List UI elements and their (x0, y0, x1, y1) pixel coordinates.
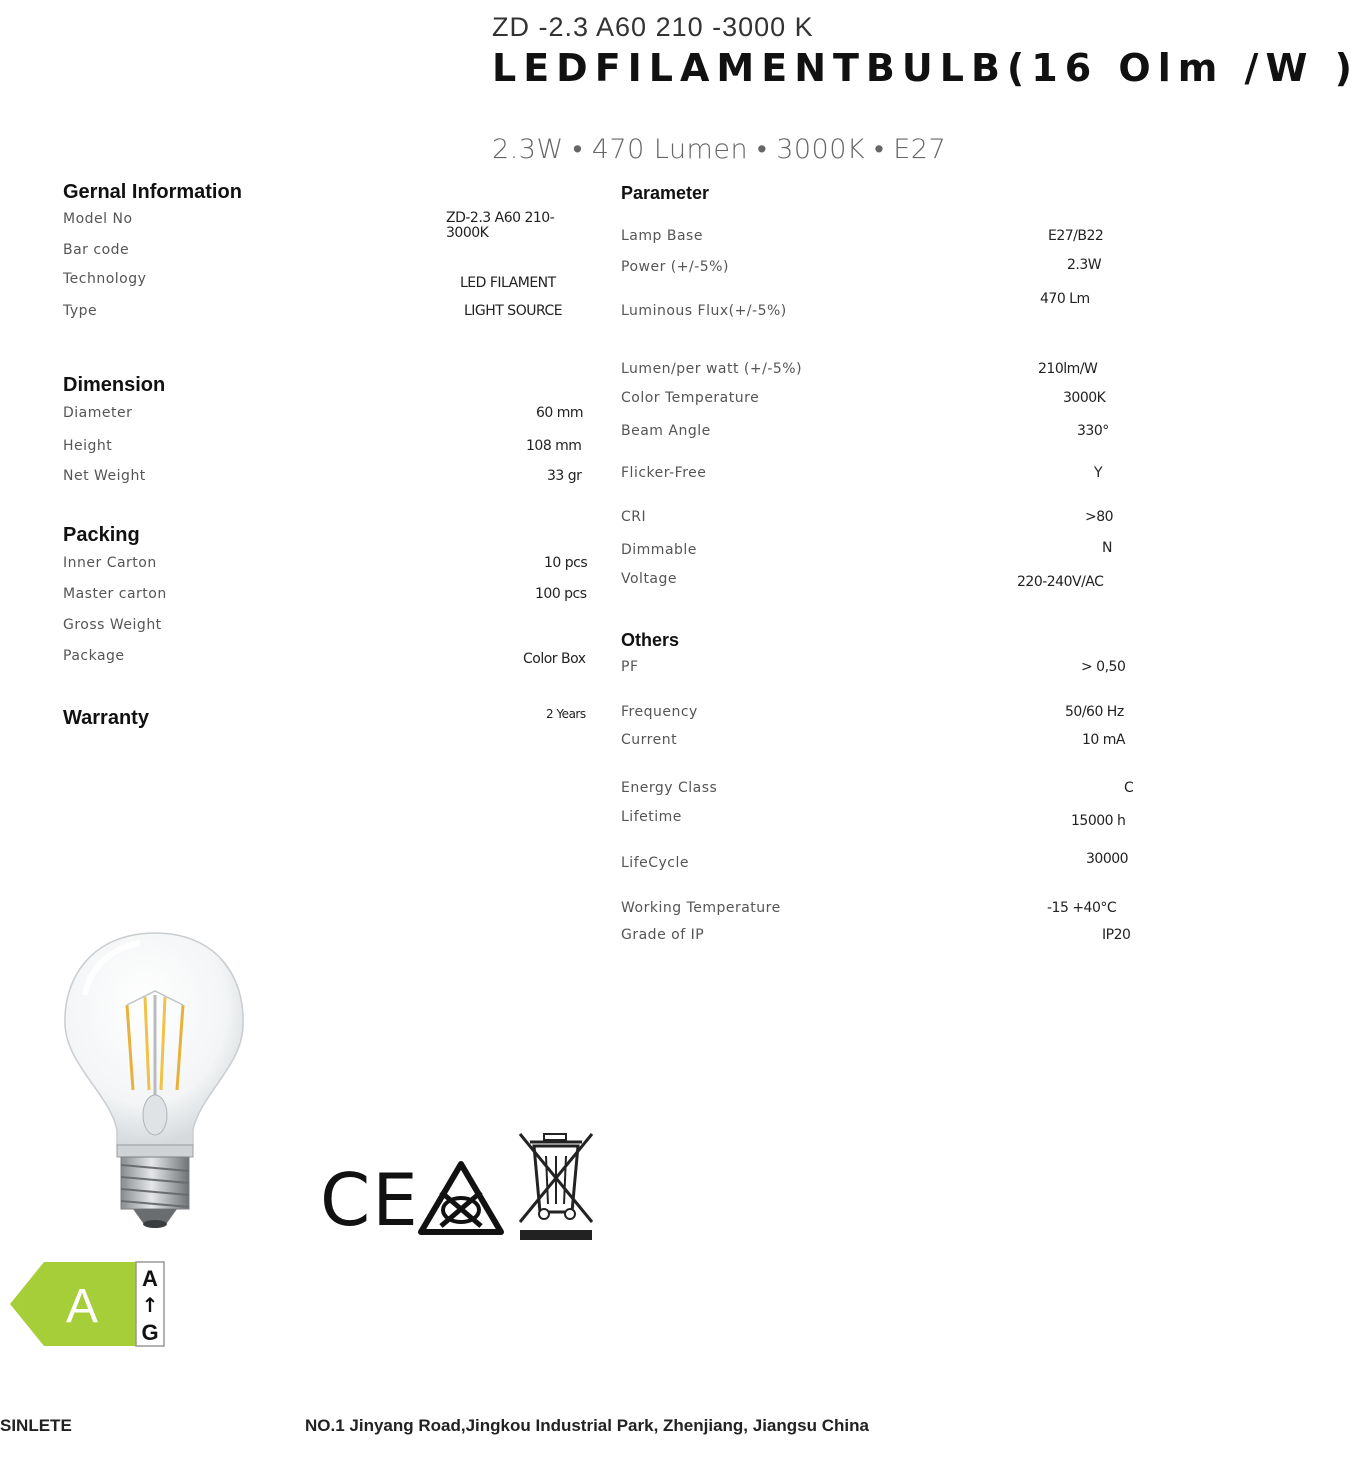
beam-angle-label: Beam Angle (621, 423, 711, 439)
master-carton-value: 100 pcs (535, 586, 587, 602)
spec-summary: 2.3W • 470 Lumen • 3000K • E27 (492, 134, 947, 165)
color-temperature-label: Color Temperature (621, 390, 760, 406)
energy-class-label: Energy Class (621, 780, 718, 796)
scale-arrow: ↑ (141, 1293, 159, 1317)
weee-bin-icon (516, 1130, 596, 1245)
ip-grade-value: IP20 (1102, 927, 1131, 943)
parameter-title: Parameter (621, 183, 710, 203)
dimension-title: Dimension (63, 374, 166, 396)
packing-title: Packing (63, 524, 140, 546)
current-label: Current (621, 732, 678, 748)
pf-value: > 0,50 (1081, 659, 1126, 675)
inner-carton-value: 10 pcs (544, 555, 588, 571)
lamp-base-value: E27/B22 (1048, 228, 1104, 244)
working-temperature-value: -15 +40°C (1047, 900, 1117, 916)
frequency-value: 50/60 Hz (1065, 704, 1124, 720)
cri-label: CRI (621, 509, 647, 525)
luminous-flux-value: 470 Lm (1040, 291, 1090, 307)
pf-label: PF (621, 659, 639, 675)
net-weight-label: Net Weight (63, 468, 146, 484)
energy-label-icon (8, 1260, 168, 1348)
current-value: 10 mA (1082, 732, 1125, 748)
general-info-title: Gernal Information (63, 181, 242, 203)
lifecycle-value: 30000 (1086, 851, 1129, 867)
cri-value: >80 (1085, 509, 1114, 525)
height-label: Height (63, 438, 113, 454)
power-value: 2.3W (1067, 257, 1102, 273)
working-temperature-label: Working Temperature (621, 900, 781, 916)
package-label: Package (63, 648, 125, 664)
beam-angle-value: 330° (1077, 423, 1109, 439)
bar-code-label: Bar code (63, 242, 130, 258)
model-no-label: Model No (63, 211, 133, 227)
lumen-per-watt-label: Lumen/per watt (+/-5%) (621, 361, 803, 377)
package-value: Color Box (523, 651, 586, 667)
product-headline: LEDFILAMENTBULB(16 Olm /W ) (492, 46, 1359, 90)
color-temperature-value: 3000K (1063, 390, 1106, 406)
technology-value: LED FILAMENT (460, 275, 556, 291)
warranty-title: Warranty (63, 707, 149, 729)
others-title: Others (621, 630, 680, 650)
lifecycle-label: LifeCycle (621, 855, 689, 871)
flicker-free-value: Y (1094, 465, 1103, 481)
voltage-value: 220-240V/AC (1017, 574, 1104, 590)
luminous-flux-label: Luminous Flux(+/-5%) (621, 303, 787, 319)
type-value: LIGHT SOURCE (464, 303, 563, 319)
ce-mark-icon: CE (320, 1158, 420, 1242)
diameter-label: Diameter (63, 405, 133, 421)
type-label: Type (63, 303, 98, 319)
model-no-value: ZD-2.3 A60 210-3000K (446, 210, 555, 241)
lamp-base-label: Lamp Base (621, 228, 703, 244)
height-value: 108 mm (526, 438, 582, 454)
frequency-label: Frequency (621, 704, 698, 720)
company-name: SINLETE (0, 1416, 72, 1435)
warranty-value: 2 Years (546, 707, 586, 721)
gross-weight-label: Gross Weight (63, 617, 162, 633)
lifetime-value: 15000 h (1071, 813, 1126, 829)
inner-carton-label: Inner Carton (63, 555, 157, 571)
net-weight-value: 33 gr (547, 468, 582, 484)
no-cover-triangle-icon (415, 1158, 507, 1240)
company-address: NO.1 Jinyang Road,Jingkou Industrial Park, Zhenjiang, Jiangsu China (305, 1416, 869, 1435)
dimmable-value: N (1102, 540, 1112, 556)
bulb-image (55, 925, 255, 1235)
lifetime-label: Lifetime (621, 809, 682, 825)
voltage-label: Voltage (621, 571, 678, 587)
scale-top-letter: A (142, 1266, 158, 1291)
power-label: Power (+/-5%) (621, 259, 729, 275)
dimmable-label: Dimmable (621, 542, 697, 558)
scale-bottom-letter: G (141, 1320, 159, 1345)
energy-class-letter: A (65, 1280, 99, 1333)
technology-label: Technology (63, 271, 147, 287)
energy-class-value: C (1124, 780, 1134, 796)
lumen-per-watt-value: 210lm/W (1038, 361, 1098, 377)
master-carton-label: Master carton (63, 586, 167, 602)
flicker-free-label: Flicker-Free (621, 465, 707, 481)
diameter-value: 60 mm (536, 405, 584, 421)
model-code: ZD -2.3 A60 210 -3000 K (492, 12, 814, 42)
ip-grade-label: Grade of IP (621, 927, 705, 943)
